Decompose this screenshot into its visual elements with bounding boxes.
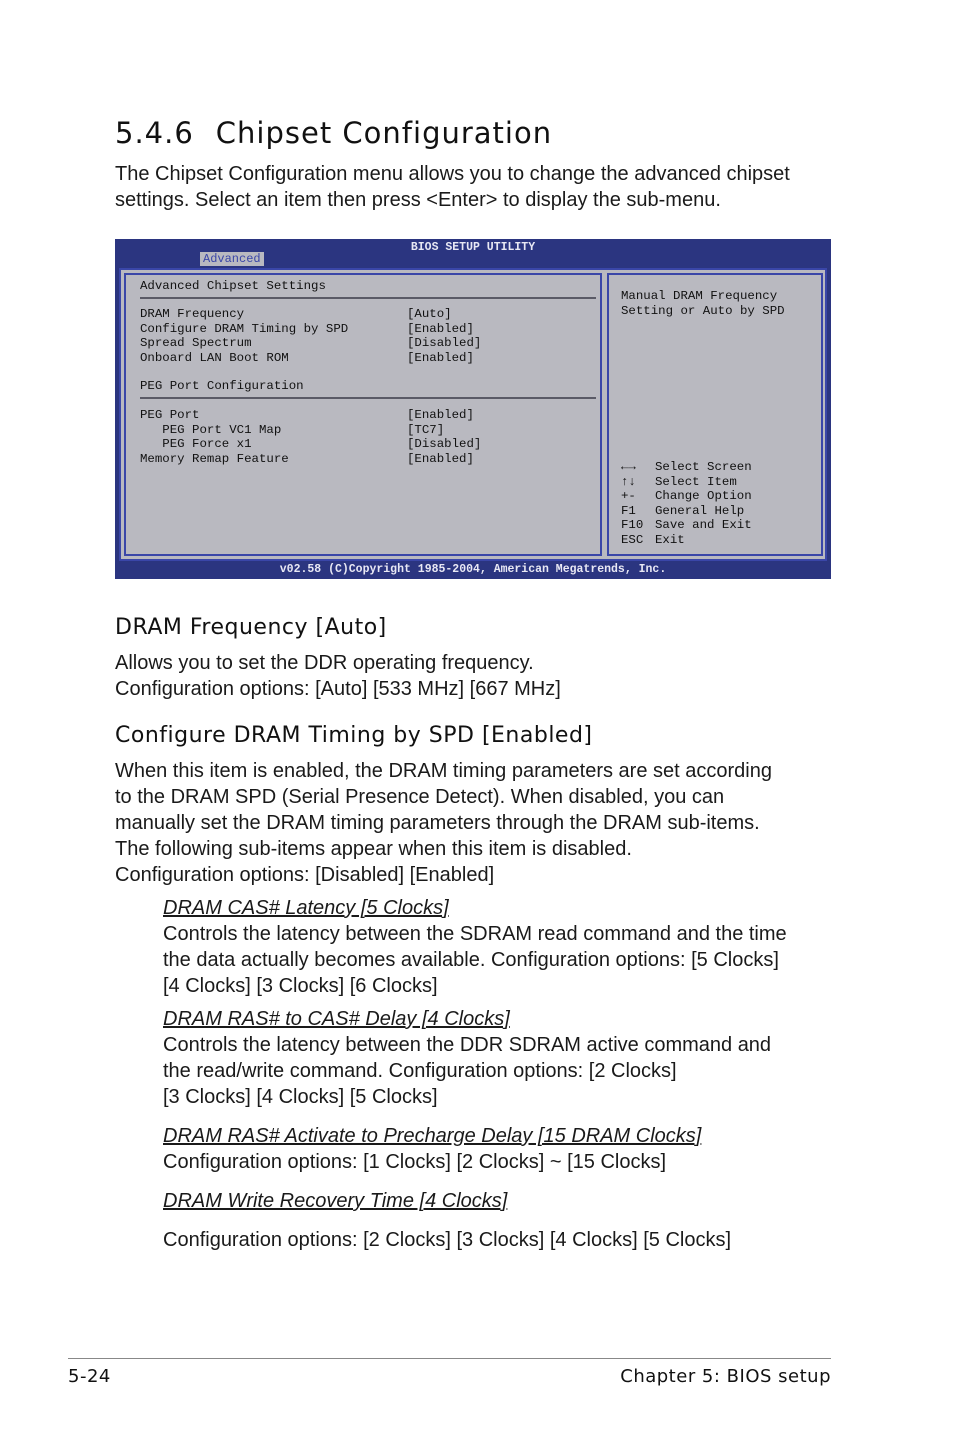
help-text: Manual DRAM Frequency [621,289,778,303]
setting-label[interactable]: PEG Force x1 [140,437,252,451]
bios-heading: Advanced Chipset Settings [140,279,326,293]
setting-label[interactable]: PEG Port [140,408,200,422]
bios-copyright: v02.58 (C)Copyright 1985-2004, American Megatrends, Inc. [279,563,667,576]
text-line: Configuration options: [Disabled] [Enabled] [115,864,495,886]
subitem-title: DRAM Write Recovery Time [4 Clocks] [163,1190,508,1212]
divider [140,297,596,299]
bios-title: BIOS SETUP UTILITY [410,241,536,254]
bios-settings-pane [124,273,602,556]
key-action: Exit [655,532,685,547]
bios-screenshot [115,239,831,579]
peg-heading: PEG Port Configuration [140,379,304,393]
key-label: F10 [621,518,644,532]
key-action: Select Screen [655,460,752,474]
help-text: Setting or Auto by SPD [621,303,785,318]
dram-timing-heading: Configure DRAM Timing by SPD [Enabled] [115,723,593,748]
setting-label[interactable]: Memory Remap Feature [140,451,289,466]
dram-frequency-heading: DRAM Frequency [Auto] [115,615,387,640]
section-heading [115,116,552,150]
setting-value[interactable]: [Enabled] [407,408,474,422]
text-line: Allows you to set the DDR operating frequency. [115,652,534,674]
key-action: General Help [655,503,745,518]
section-title: Chipset Configuration [215,116,553,150]
setting-value[interactable]: [Disabled] [407,336,482,350]
key-label: +- [621,489,636,503]
text-line: manually set the DRAM timing parameters through the DRAM sub-items. [115,812,760,834]
intro-line: The Chipset Configuration menu allows you to change the advanced chipset [115,163,790,185]
dram-frequency-text [115,650,845,702]
footer-rule [68,1358,831,1359]
text-line: Configuration options: [1 Clocks] [2 Clocks] ~ [15 Clocks] [163,1151,667,1173]
intro-line: settings. Select an item then press <Enter> to display the sub-menu. [115,189,721,211]
subitem-title: DRAM CAS# Latency [5 Clocks] [163,897,449,919]
key-action: Select Item [655,474,737,489]
text-line: to the DRAM SPD (Serial Presence Detect). When disabled, you can [115,786,725,808]
setting-value[interactable]: [Enabled] [407,321,474,336]
subitem-ras-cas-delay [163,1006,843,1110]
key-action: Save and Exit [655,518,752,532]
key-label: ESC [621,532,644,547]
text-line: When this item is enabled, the DRAM timing parameters are set according [115,760,772,782]
text-line: Configuration options: [2 Clocks] [3 Clocks] [4 Clocks] [5 Clocks] [163,1229,732,1251]
text-line: the data actually becomes available. Configuration options: [5 Clocks] [163,949,779,971]
setting-value[interactable]: [TC7] [407,422,445,437]
text-line: [3 Clocks] [4 Clocks] [5 Clocks] [163,1086,438,1108]
subitem-title: DRAM RAS# Activate to Precharge Delay [15 DRAM Clocks] [163,1125,702,1147]
intro-paragraph [115,161,845,213]
tab-advanced[interactable]: Advanced [200,252,264,266]
section-number: 5.4.6 [115,116,194,150]
page-number: 5-24 [68,1366,111,1387]
text-line: The following sub-items appear when this item is disabled. [115,838,632,860]
key-arrows-lr-icon: ←→ [621,460,636,474]
setting-value[interactable]: [Disabled] [407,437,482,451]
bios-main-panel [119,268,827,561]
setting-label[interactable]: DRAM Frequency [140,307,245,321]
key-arrows-ud-icon: ↑↓ [621,474,636,489]
dram-timing-text [115,758,845,888]
bios-help-pane [607,273,823,556]
subitem-cas-latency [163,895,843,999]
key-label: F1 [621,503,636,518]
text-line: Controls the latency between the DDR SDRAM active command and [163,1034,772,1056]
key-action: Change Option [655,489,752,503]
chapter-label: Chapter 5: BIOS setup [620,1366,831,1387]
divider [140,397,596,399]
setting-value[interactable]: [Enabled] [407,350,474,365]
text-line: the read/write command. Configuration options: [2 Clocks] [163,1060,677,1082]
setting-label[interactable]: Onboard LAN Boot ROM [140,350,289,365]
setting-label[interactable]: Spread Spectrum [140,336,252,350]
setting-value[interactable]: [Auto] [407,307,452,321]
setting-label[interactable]: Configure DRAM Timing by SPD [140,321,349,336]
subitem-ras-precharge [163,1123,843,1175]
subitem-write-recovery [163,1188,843,1253]
text-line: [4 Clocks] [3 Clocks] [6 Clocks] [163,975,438,997]
subitem-title: DRAM RAS# to CAS# Delay [4 Clocks] [163,1008,510,1030]
setting-label[interactable]: PEG Port VC1 Map [140,422,282,437]
text-line: Configuration options: [Auto] [533 MHz] [667 MHz] [115,678,561,700]
setting-value[interactable]: [Enabled] [407,451,474,466]
text-line: Controls the latency between the SDRAM read command and the time [163,923,787,945]
